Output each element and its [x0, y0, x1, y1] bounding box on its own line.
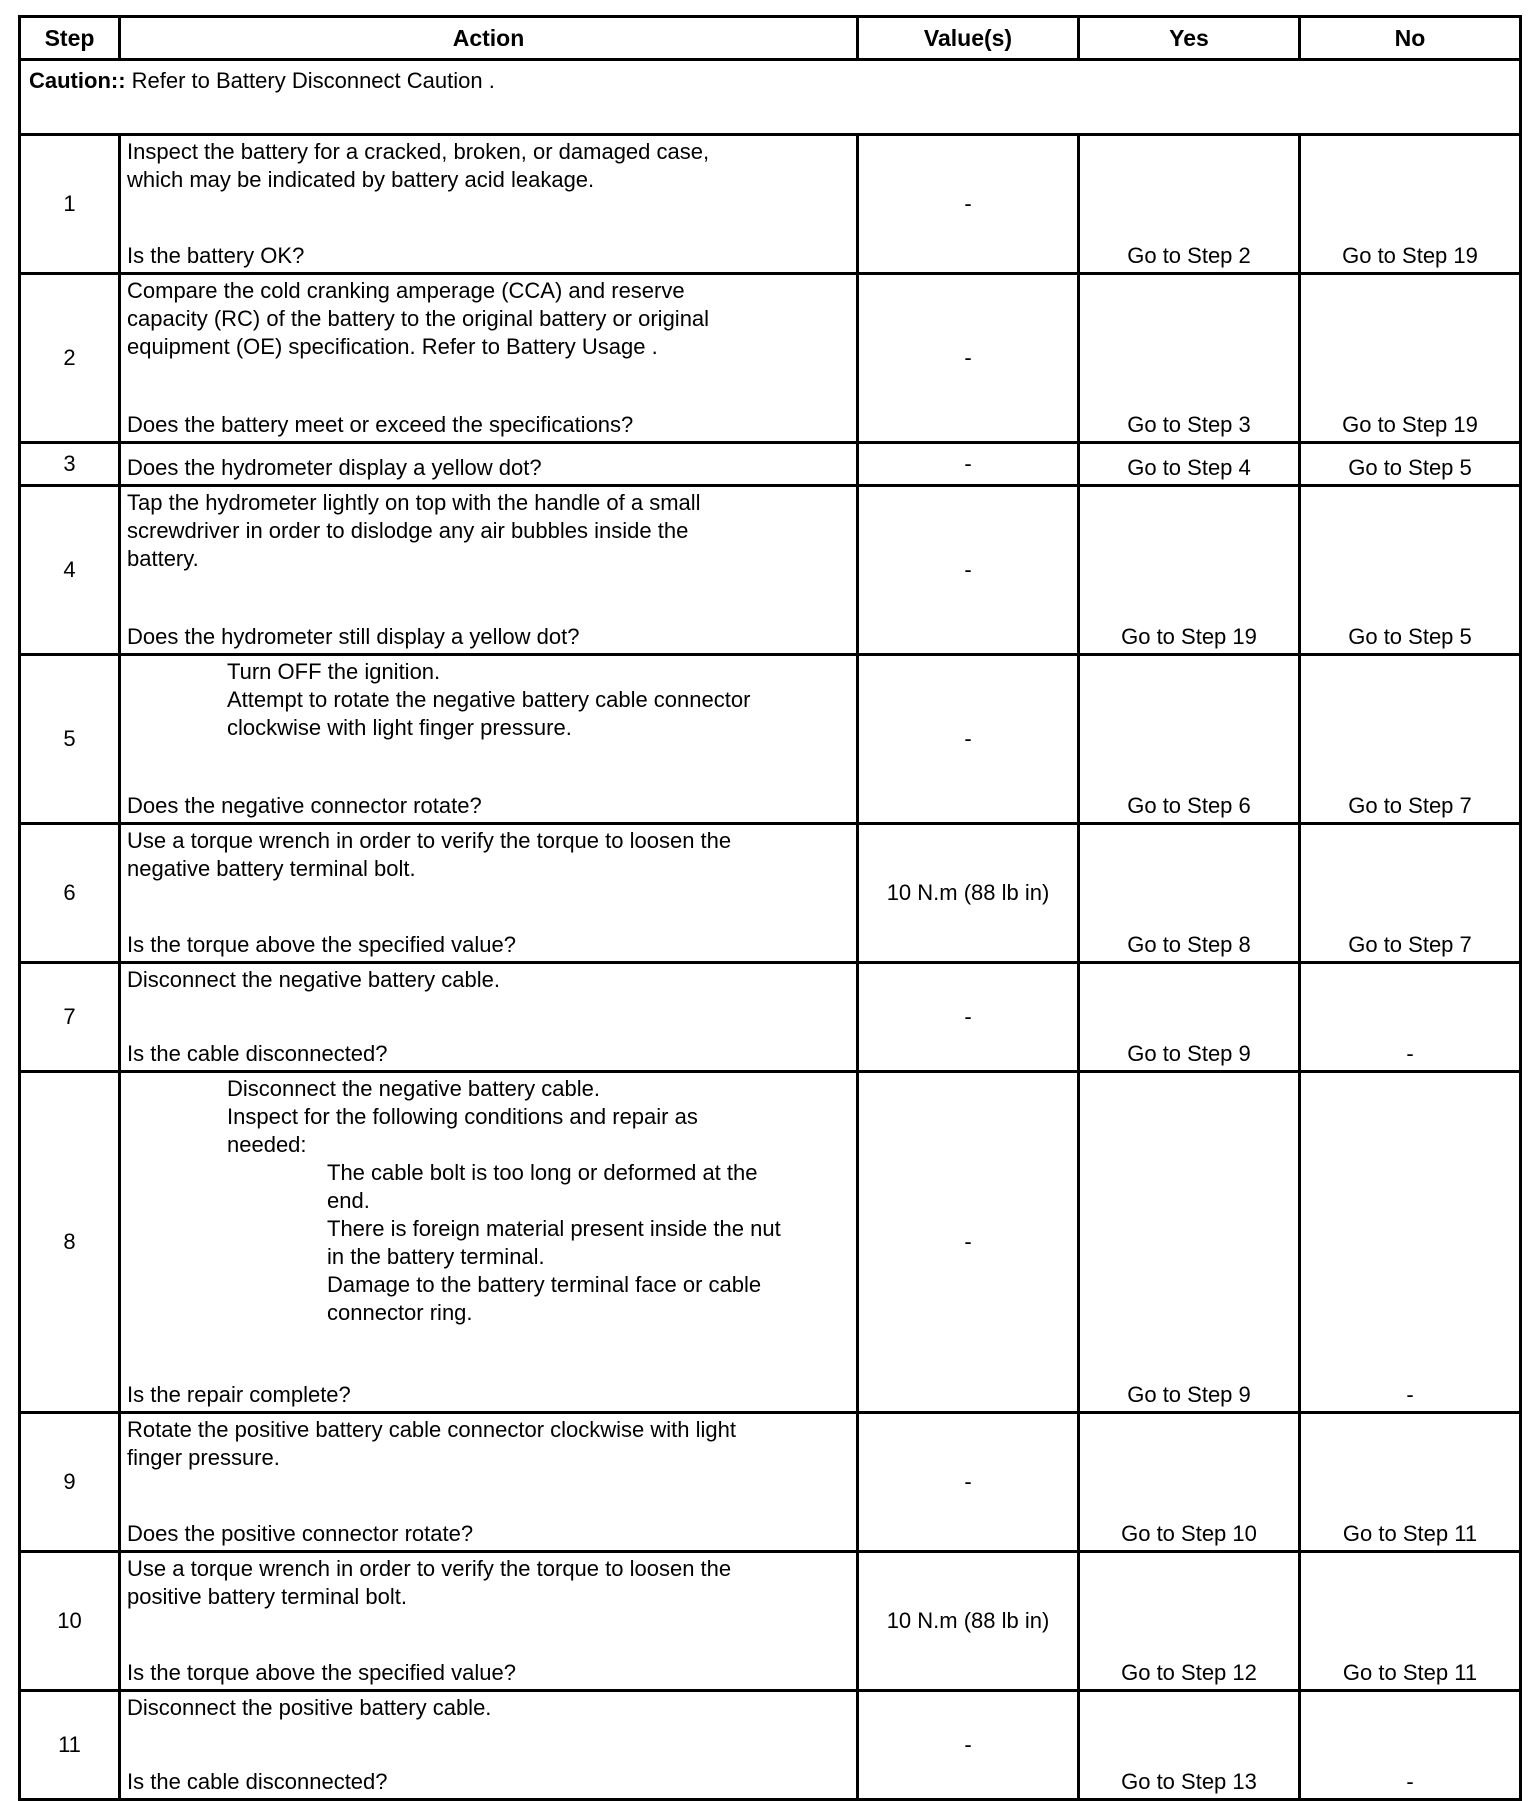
header-values: Value(s) [858, 17, 1079, 60]
step-number: 9 [20, 1413, 120, 1552]
action-line: Disconnect the positive battery cable. [127, 1695, 492, 1720]
action-line: negative battery terminal bolt. [127, 856, 416, 881]
value-cell: - [858, 443, 1079, 486]
no-cell: Go to Step 19 [1300, 135, 1521, 274]
action-line: connector ring. [327, 1300, 473, 1325]
header-step: Step [20, 17, 120, 60]
header-yes: Yes [1079, 17, 1300, 60]
table-row [20, 135, 1521, 274]
no-cell: Go to Step 7 [1300, 655, 1521, 824]
action-instructions [127, 277, 850, 361]
yes-cell: Go to Step 3 [1079, 274, 1300, 443]
table-row [20, 1413, 1521, 1552]
action-line: Rotate the positive battery cable connector clockwise with light [127, 1417, 736, 1442]
step-number: 6 [20, 824, 120, 963]
caution-label: Caution:: [29, 68, 126, 93]
action-line: which may be indicated by battery acid leakage. [127, 167, 595, 192]
diagnostic-table [18, 15, 1522, 1801]
action-instructions [127, 1555, 850, 1611]
action-line: Disconnect the negative battery cable. [127, 967, 501, 992]
action-question: Does the positive connector rotate? [127, 1521, 474, 1546]
no-cell: Go to Step 5 [1300, 443, 1521, 486]
action-instructions [127, 827, 850, 883]
action-question: Is the repair complete? [127, 1382, 351, 1407]
action-cell [120, 486, 858, 655]
yes-cell: Go to Step 13 [1079, 1691, 1300, 1800]
step-number: 4 [20, 486, 120, 655]
value-cell: - [858, 486, 1079, 655]
action-question: Does the battery meet or exceed the specifications? [127, 412, 634, 437]
action-line: There is foreign material present inside the nut [327, 1216, 781, 1241]
table-row [20, 963, 1521, 1072]
action-line: Use a torque wrench in order to verify the torque to loosen the [127, 1556, 732, 1581]
action-line: capacity (RC) of the battery to the original battery or original [127, 306, 710, 331]
value-cell: - [858, 1072, 1079, 1413]
action-line: Inspect the battery for a cracked, broken, or damaged case, [127, 139, 710, 164]
value-cell: 10 N.m (88 lb in) [858, 824, 1079, 963]
step-number: 5 [20, 655, 120, 824]
yes-cell: Go to Step 4 [1079, 443, 1300, 486]
action-cell [120, 1072, 858, 1413]
step-number: 2 [20, 274, 120, 443]
action-line: clockwise with light finger pressure. [227, 715, 572, 740]
action-question: Is the cable disconnected? [127, 1041, 388, 1066]
value-cell: - [858, 963, 1079, 1072]
no-cell: Go to Step 7 [1300, 824, 1521, 963]
action-cell [120, 963, 858, 1072]
action-question: Does the hydrometer still display a yellow dot? [127, 624, 580, 649]
yes-cell: Go to Step 8 [1079, 824, 1300, 963]
action-line: needed: [227, 1132, 307, 1157]
table-row [20, 824, 1521, 963]
no-cell: - [1300, 1691, 1521, 1800]
action-instructions [127, 1694, 850, 1722]
action-line: end. [327, 1188, 370, 1213]
table-row [20, 274, 1521, 443]
action-cell [120, 274, 858, 443]
caution-cell [20, 60, 1521, 135]
yes-cell: Go to Step 9 [1079, 963, 1300, 1072]
action-cell [120, 135, 858, 274]
action-instructions [127, 489, 850, 573]
action-question: Is the torque above the specified value? [127, 1660, 516, 1685]
action-cell [120, 443, 858, 486]
step-number: 1 [20, 135, 120, 274]
action-line: Inspect for the following conditions and repair as [227, 1104, 698, 1129]
action-instructions [127, 1075, 850, 1327]
yes-cell: Go to Step 12 [1079, 1552, 1300, 1691]
no-cell: Go to Step 11 [1300, 1552, 1521, 1691]
action-cell [120, 1691, 858, 1800]
no-cell: - [1300, 1072, 1521, 1413]
step-number: 7 [20, 963, 120, 1072]
action-instructions [127, 138, 850, 194]
table-row [20, 1691, 1521, 1800]
action-line: Compare the cold cranking amperage (CCA) and reserve [127, 278, 685, 303]
action-question: Does the hydrometer display a yellow dot? [127, 455, 542, 480]
value-cell: 10 N.m (88 lb in) [858, 1552, 1079, 1691]
action-line: battery. [127, 546, 199, 571]
diagnostic-procedure-document [18, 15, 1519, 1801]
header-action: Action [120, 17, 858, 60]
value-cell: - [858, 655, 1079, 824]
step-number: 11 [20, 1691, 120, 1800]
caution-text: Refer to Battery Disconnect Caution . [125, 68, 495, 93]
action-line: The cable bolt is too long or deformed at the [327, 1160, 758, 1185]
action-line: screwdriver in order to dislodge any air bubbles inside the [127, 518, 689, 543]
yes-cell: Go to Step 2 [1079, 135, 1300, 274]
action-line: finger pressure. [127, 1445, 280, 1470]
step-number: 10 [20, 1552, 120, 1691]
action-line: Use a torque wrench in order to verify the torque to loosen the [127, 828, 732, 853]
action-line: in the battery terminal. [327, 1244, 545, 1269]
yes-cell: Go to Step 10 [1079, 1413, 1300, 1552]
action-instructions [127, 658, 850, 742]
action-line: Tap the hydrometer lightly on top with the handle of a small [127, 490, 701, 515]
action-line: Turn OFF the ignition. [227, 659, 441, 684]
action-instructions [127, 1416, 850, 1472]
action-line: positive battery terminal bolt. [127, 1584, 408, 1609]
action-question: Is the battery OK? [127, 243, 305, 268]
action-instructions [127, 966, 850, 994]
table-row [20, 655, 1521, 824]
yes-cell: Go to Step 19 [1079, 486, 1300, 655]
action-question: Is the torque above the specified value? [127, 932, 516, 957]
value-cell: - [858, 1691, 1079, 1800]
value-cell: - [858, 135, 1079, 274]
step-number: 8 [20, 1072, 120, 1413]
table-header-row [20, 17, 1521, 60]
no-cell: Go to Step 11 [1300, 1413, 1521, 1552]
yes-cell: Go to Step 9 [1079, 1072, 1300, 1413]
action-line: Damage to the battery terminal face or cable [327, 1272, 762, 1297]
yes-cell: Go to Step 6 [1079, 655, 1300, 824]
no-cell: Go to Step 19 [1300, 274, 1521, 443]
action-cell [120, 1552, 858, 1691]
value-cell: - [858, 1413, 1079, 1552]
no-cell: - [1300, 963, 1521, 1072]
value-cell: - [858, 274, 1079, 443]
action-line: equipment (OE) specification. Refer to Battery Usage . [127, 334, 658, 359]
action-line: Disconnect the negative battery cable. [227, 1076, 601, 1101]
action-cell [120, 655, 858, 824]
table-row [20, 1072, 1521, 1413]
header-no: No [1300, 17, 1521, 60]
action-question: Does the negative connector rotate? [127, 793, 482, 818]
action-cell [120, 824, 858, 963]
action-line: Attempt to rotate the negative battery cable connector [227, 687, 751, 712]
table-row [20, 443, 1521, 486]
action-cell [120, 1413, 858, 1552]
table-row [20, 1552, 1521, 1691]
no-cell: Go to Step 5 [1300, 486, 1521, 655]
action-question: Is the cable disconnected? [127, 1769, 388, 1794]
table-row [20, 486, 1521, 655]
step-number: 3 [20, 443, 120, 486]
caution-row [20, 60, 1521, 135]
